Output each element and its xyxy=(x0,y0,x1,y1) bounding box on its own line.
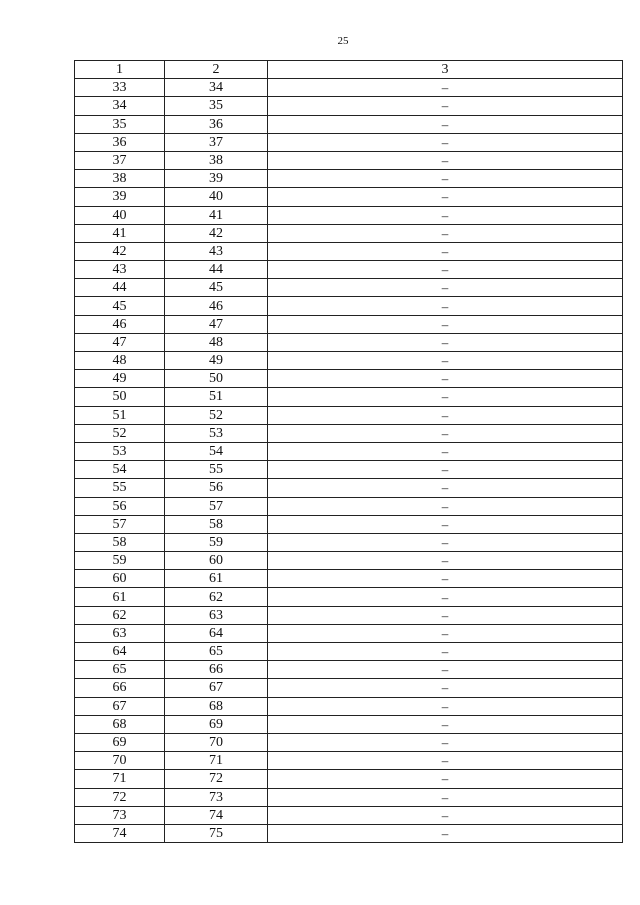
table-row xyxy=(75,388,623,406)
table-cell-col-2: 43 xyxy=(165,242,268,260)
table-cell-col-1: 50 xyxy=(75,388,165,406)
table-row xyxy=(75,315,623,333)
table-cell-col-3: – xyxy=(268,352,623,370)
table-cell-col-1: 72 xyxy=(75,788,165,806)
table-cell-col-2: 36 xyxy=(165,115,268,133)
table-cell-col-1: 51 xyxy=(75,406,165,424)
table-cell-col-2: 62 xyxy=(165,588,268,606)
table-cell-col-2: 41 xyxy=(165,206,268,224)
table-row xyxy=(75,643,623,661)
table-cell-col-2: 70 xyxy=(165,733,268,751)
table-cell-col-3: – xyxy=(268,661,623,679)
table-header xyxy=(75,61,623,79)
table-cell-col-3: – xyxy=(268,570,623,588)
table-cell-col-3: – xyxy=(268,242,623,260)
table-cell-col-1: 42 xyxy=(75,242,165,260)
table-cell-col-2: 48 xyxy=(165,333,268,351)
table-cell-col-2: 42 xyxy=(165,224,268,242)
table-cell-col-2: 67 xyxy=(165,679,268,697)
table-cell-col-3: – xyxy=(268,133,623,151)
table-cell-col-1: 34 xyxy=(75,97,165,115)
table-cell-col-3: – xyxy=(268,170,623,188)
table-cell-col-1: 48 xyxy=(75,352,165,370)
table-cell-col-1: 41 xyxy=(75,224,165,242)
table-row xyxy=(75,370,623,388)
table-cell-col-2: 35 xyxy=(165,97,268,115)
table-cell-col-2: 61 xyxy=(165,570,268,588)
table-cell-col-1: 40 xyxy=(75,206,165,224)
table-row xyxy=(75,661,623,679)
table-cell-col-1: 54 xyxy=(75,461,165,479)
table-row xyxy=(75,242,623,260)
table-row xyxy=(75,606,623,624)
table-cell-col-3: – xyxy=(268,715,623,733)
table-cell-col-1: 63 xyxy=(75,624,165,642)
column-header-3: 3 xyxy=(268,61,623,79)
table-cell-col-2: 59 xyxy=(165,533,268,551)
table-cell-col-2: 71 xyxy=(165,752,268,770)
table-cell-col-1: 45 xyxy=(75,297,165,315)
table-cell-col-1: 35 xyxy=(75,115,165,133)
table-row xyxy=(75,733,623,751)
table-cell-col-1: 46 xyxy=(75,315,165,333)
table-row xyxy=(75,406,623,424)
table-cell-col-3: – xyxy=(268,679,623,697)
table-row xyxy=(75,497,623,515)
table-cell-col-2: 73 xyxy=(165,788,268,806)
table-row xyxy=(75,533,623,551)
table-cell-col-3: – xyxy=(268,824,623,842)
table-cell-col-3: – xyxy=(268,279,623,297)
table-cell-col-1: 53 xyxy=(75,442,165,460)
table-cell-col-2: 60 xyxy=(165,552,268,570)
table-row xyxy=(75,261,623,279)
table-row xyxy=(75,570,623,588)
table-row xyxy=(75,79,623,97)
table-row xyxy=(75,442,623,460)
table-row xyxy=(75,424,623,442)
table-cell-col-3: – xyxy=(268,588,623,606)
table-row xyxy=(75,515,623,533)
table-cell-col-1: 56 xyxy=(75,497,165,515)
table-cell-col-1: 61 xyxy=(75,588,165,606)
table-cell-col-2: 64 xyxy=(165,624,268,642)
table-cell-col-3: – xyxy=(268,806,623,824)
table-cell-col-2: 63 xyxy=(165,606,268,624)
table-cell-col-3: – xyxy=(268,442,623,460)
table-cell-col-3: – xyxy=(268,770,623,788)
table-row xyxy=(75,788,623,806)
table-cell-col-3: – xyxy=(268,424,623,442)
table-cell-col-2: 55 xyxy=(165,461,268,479)
table-cell-col-1: 58 xyxy=(75,533,165,551)
table-cell-col-2: 37 xyxy=(165,133,268,151)
table-cell-col-3: – xyxy=(268,315,623,333)
table-cell-col-1: 70 xyxy=(75,752,165,770)
table-cell-col-3: – xyxy=(268,297,623,315)
table-cell-col-2: 69 xyxy=(165,715,268,733)
table-cell-col-1: 36 xyxy=(75,133,165,151)
table-row xyxy=(75,715,623,733)
table-row xyxy=(75,151,623,169)
table-row xyxy=(75,170,623,188)
table-cell-col-2: 50 xyxy=(165,370,268,388)
table-cell-col-2: 65 xyxy=(165,643,268,661)
table-cell-col-3: – xyxy=(268,333,623,351)
table-cell-col-1: 71 xyxy=(75,770,165,788)
table-cell-col-1: 37 xyxy=(75,151,165,169)
table-cell-col-1: 59 xyxy=(75,552,165,570)
table-cell-col-1: 47 xyxy=(75,333,165,351)
table-row xyxy=(75,224,623,242)
table-cell-col-2: 45 xyxy=(165,279,268,297)
table-cell-col-3: – xyxy=(268,224,623,242)
table-cell-col-1: 74 xyxy=(75,824,165,842)
table-row xyxy=(75,752,623,770)
header-row xyxy=(75,61,623,79)
table-cell-col-1: 57 xyxy=(75,515,165,533)
table-cell-col-2: 52 xyxy=(165,406,268,424)
table-cell-col-1: 65 xyxy=(75,661,165,679)
table-cell-col-3: – xyxy=(268,406,623,424)
table-cell-col-1: 68 xyxy=(75,715,165,733)
table-cell-col-1: 39 xyxy=(75,188,165,206)
table-cell-col-3: – xyxy=(268,552,623,570)
table-cell-col-1: 38 xyxy=(75,170,165,188)
table-row xyxy=(75,352,623,370)
table-cell-col-3: – xyxy=(268,188,623,206)
table-cell-col-2: 39 xyxy=(165,170,268,188)
table-cell-col-1: 55 xyxy=(75,479,165,497)
table-cell-col-2: 47 xyxy=(165,315,268,333)
table-row xyxy=(75,279,623,297)
table-cell-col-2: 46 xyxy=(165,297,268,315)
table-cell-col-2: 68 xyxy=(165,697,268,715)
table-cell-col-1: 67 xyxy=(75,697,165,715)
table-cell-col-3: – xyxy=(268,151,623,169)
table-row xyxy=(75,97,623,115)
table-row xyxy=(75,297,623,315)
table-row xyxy=(75,333,623,351)
table-cell-col-1: 66 xyxy=(75,679,165,697)
table-cell-col-3: – xyxy=(268,533,623,551)
table-row xyxy=(75,770,623,788)
table-cell-col-3: – xyxy=(268,388,623,406)
table-row xyxy=(75,679,623,697)
table-cell-col-3: – xyxy=(268,206,623,224)
table-row xyxy=(75,806,623,824)
table-row xyxy=(75,461,623,479)
table-cell-col-2: 53 xyxy=(165,424,268,442)
page-number: 25 xyxy=(337,35,349,47)
table-row xyxy=(75,206,623,224)
table-cell-col-2: 44 xyxy=(165,261,268,279)
table-cell-col-1: 52 xyxy=(75,424,165,442)
table-cell-col-3: – xyxy=(268,370,623,388)
table-cell-col-3: – xyxy=(268,79,623,97)
table-cell-col-1: 62 xyxy=(75,606,165,624)
table-cell-col-2: 51 xyxy=(165,388,268,406)
table-cell-col-3: – xyxy=(268,643,623,661)
table-cell-col-3: – xyxy=(268,788,623,806)
table-cell-col-2: 75 xyxy=(165,824,268,842)
table-cell-col-2: 57 xyxy=(165,497,268,515)
table-cell-col-2: 74 xyxy=(165,806,268,824)
table-row xyxy=(75,479,623,497)
column-header-2: 2 xyxy=(165,61,268,79)
table-cell-col-3: – xyxy=(268,697,623,715)
table-cell-col-2: 40 xyxy=(165,188,268,206)
table-cell-col-3: – xyxy=(268,461,623,479)
table-cell-col-3: – xyxy=(268,497,623,515)
table-row xyxy=(75,133,623,151)
table-row xyxy=(75,697,623,715)
table-cell-col-2: 66 xyxy=(165,661,268,679)
table-row xyxy=(75,115,623,133)
table-cell-col-2: 58 xyxy=(165,515,268,533)
table-cell-col-1: 64 xyxy=(75,643,165,661)
table-cell-col-3: – xyxy=(268,733,623,751)
table-cell-col-2: 34 xyxy=(165,79,268,97)
table-cell-col-1: 33 xyxy=(75,79,165,97)
table-cell-col-1: 73 xyxy=(75,806,165,824)
table-row xyxy=(75,824,623,842)
column-header-1: 1 xyxy=(75,61,165,79)
table-cell-col-2: 38 xyxy=(165,151,268,169)
table-body xyxy=(75,79,623,843)
table-cell-col-2: 56 xyxy=(165,479,268,497)
table-cell-col-3: – xyxy=(268,515,623,533)
table-cell-col-3: – xyxy=(268,97,623,115)
table-cell-col-3: – xyxy=(268,115,623,133)
data-table xyxy=(74,60,623,843)
table-cell-col-3: – xyxy=(268,261,623,279)
table-cell-col-3: – xyxy=(268,479,623,497)
table-row xyxy=(75,624,623,642)
table-cell-col-2: 49 xyxy=(165,352,268,370)
table-cell-col-1: 69 xyxy=(75,733,165,751)
table-cell-col-1: 43 xyxy=(75,261,165,279)
table-row xyxy=(75,188,623,206)
table-cell-col-1: 60 xyxy=(75,570,165,588)
table-row xyxy=(75,552,623,570)
table-cell-col-2: 72 xyxy=(165,770,268,788)
table-cell-col-1: 44 xyxy=(75,279,165,297)
table-cell-col-3: – xyxy=(268,752,623,770)
table-row xyxy=(75,588,623,606)
table-cell-col-1: 49 xyxy=(75,370,165,388)
table-cell-col-3: – xyxy=(268,606,623,624)
table-cell-col-2: 54 xyxy=(165,442,268,460)
table-cell-col-3: – xyxy=(268,624,623,642)
